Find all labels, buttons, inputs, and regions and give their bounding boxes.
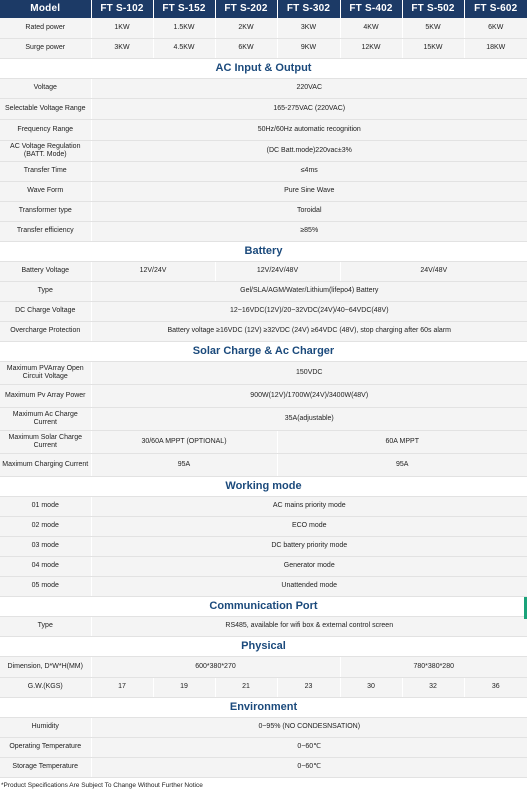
cell-value: Battery voltage ≥16VDC (12V) ≥32VDC (24V) ≥64VDC (48V), stop charging after 60s alarm	[91, 321, 527, 341]
cell-value: ≤4ms	[91, 161, 527, 181]
cell-value: 0~95% (NO CONDESNSATION)	[91, 717, 527, 737]
cell-value: 50Hz/60Hz automatic recognition	[91, 119, 527, 140]
section-title: Physical	[0, 636, 527, 656]
model-name: FT S-102	[91, 0, 153, 18]
section-title: Working mode	[0, 476, 527, 496]
row-label: 01 mode	[0, 496, 91, 516]
solar-charge-current-row	[0, 430, 527, 453]
row-label: Selectable Voltage Range	[0, 98, 91, 119]
row-label: Battery Voltage	[0, 261, 91, 281]
working-section-row	[0, 476, 527, 496]
ac-regulation-row	[0, 140, 527, 161]
footnote-row	[0, 777, 527, 795]
cell-value: 23	[277, 677, 340, 697]
row-label: 05 mode	[0, 576, 91, 596]
ac-range-row	[0, 98, 527, 119]
overcharge-row	[0, 321, 527, 341]
weight-row	[0, 677, 527, 697]
row-label: Frequency Range	[0, 119, 91, 140]
row-label: 02 mode	[0, 516, 91, 536]
ac-transformer-row	[0, 201, 527, 221]
row-label: Transfer efficiency	[0, 221, 91, 241]
section-title: Solar Charge & Ac Charger	[0, 341, 527, 361]
environment-section-row	[0, 697, 527, 717]
cell-value: RS485, available for wifi box & external control screen	[91, 616, 527, 636]
cell-value: 35A(adjustable)	[91, 407, 527, 430]
cell-value: 95A	[277, 453, 527, 476]
ac-voltage-row	[0, 78, 527, 98]
row-label: AC Voltage Regulation (BATT. Mode)	[0, 140, 91, 161]
row-label: Type	[0, 616, 91, 636]
cell-value: 15KW	[402, 38, 464, 58]
row-label: Overcharge Protection	[0, 321, 91, 341]
model-name: FT S-302	[277, 0, 340, 18]
row-label: Type	[0, 281, 91, 301]
cell-value: 2KW	[215, 18, 277, 38]
cell-value: 24V/48V	[340, 261, 527, 281]
ac-charge-current-row	[0, 407, 527, 430]
ac-transfer-time-row	[0, 161, 527, 181]
cell-value: (DC Batt.mode)220vac±3%	[91, 140, 527, 161]
model-header-row	[0, 0, 527, 18]
battery-type-row	[0, 281, 527, 301]
cell-value: Pure Sine Wave	[91, 181, 527, 201]
ac-section-row	[0, 58, 527, 78]
cell-value: 4.5KW	[153, 38, 215, 58]
row-label: Wave Form	[0, 181, 91, 201]
row-label: Operating Temperature	[0, 737, 91, 757]
cell-value: AC mains priority mode	[91, 496, 527, 516]
cell-value: 6KW	[464, 18, 527, 38]
cell-value: 95A	[91, 453, 277, 476]
row-label: Maximum Charging Current	[0, 453, 91, 476]
cell-value: 30/60A MPPT (OPTIONAL)	[91, 430, 277, 453]
cell-value: 600*380*270	[91, 656, 340, 677]
row-label: Maximum Solar Charge Current	[0, 430, 91, 453]
model-name: FT S-602	[464, 0, 527, 18]
model-name: FT S-152	[153, 0, 215, 18]
cell-value: 30	[340, 677, 402, 697]
cell-value: 150VDC	[91, 361, 527, 384]
cell-value: 9KW	[277, 38, 340, 58]
cell-value: 32	[402, 677, 464, 697]
cell-value: 36	[464, 677, 527, 697]
cell-value: Generator mode	[91, 556, 527, 576]
model-header-label: Model	[0, 0, 91, 18]
rated-power-row	[0, 18, 527, 38]
charging-current-row	[0, 453, 527, 476]
cell-value: 220VAC	[91, 78, 527, 98]
row-label: Rated power	[0, 18, 91, 38]
pv-open-voltage-row	[0, 361, 527, 384]
cell-value: 12V/24V/48V	[215, 261, 340, 281]
row-label: DC Charge Voltage	[0, 301, 91, 321]
footnote: *Product Specifications Are Subject To Change Without Further Notice	[1, 782, 203, 790]
cell-value: 3KW	[91, 38, 153, 58]
row-label: 03 mode	[0, 536, 91, 556]
cell-value: DC battery priority mode	[91, 536, 527, 556]
cell-value: Unattended mode	[91, 576, 527, 596]
dimension-row	[0, 656, 527, 677]
ac-frequency-row	[0, 119, 527, 140]
row-label: Surge power	[0, 38, 91, 58]
cell-value: 3KW	[277, 18, 340, 38]
cell-value: 21	[215, 677, 277, 697]
cell-value: 0~60℃	[91, 737, 527, 757]
model-name: FT S-502	[402, 0, 464, 18]
row-label: 04 mode	[0, 556, 91, 576]
model-name: FT S-402	[340, 0, 402, 18]
cell-value: Gel/SLA/AGM/Water/Lithium(lifepo4) Battery	[91, 281, 527, 301]
cell-value: Toroidal	[91, 201, 527, 221]
mode-row	[0, 556, 527, 576]
row-label: G.W.(KGS)	[0, 677, 91, 697]
communication-section-row	[0, 596, 527, 616]
cell-value: 900W(12V)/1700W(24V)/3400W(48V)	[91, 384, 527, 407]
physical-section-row	[0, 636, 527, 656]
row-label: Maximum PVArray Open Circuit Voltage	[0, 361, 91, 384]
cell-value: 1.5KW	[153, 18, 215, 38]
dc-charge-voltage-row	[0, 301, 527, 321]
cell-value: 18KW	[464, 38, 527, 58]
row-label: Storage Temperature	[0, 757, 91, 777]
humidity-row	[0, 717, 527, 737]
cell-value: 12KW	[340, 38, 402, 58]
mode-row	[0, 576, 527, 596]
mode-row	[0, 516, 527, 536]
cell-value: ECO mode	[91, 516, 527, 536]
ac-efficiency-row	[0, 221, 527, 241]
cell-value: 12~16VDC(12V)/20~32VDC(24V)/40~64VDC(48V)	[91, 301, 527, 321]
section-title: Battery	[0, 241, 527, 261]
row-label: Maximum Pv Array Power	[0, 384, 91, 407]
cell-value: 1KW	[91, 18, 153, 38]
cell-value: 4KW	[340, 18, 402, 38]
section-title: Environment	[0, 697, 527, 717]
row-label: Dimension, D*W*H(MM)	[0, 656, 91, 677]
pv-power-row	[0, 384, 527, 407]
cell-value: 17	[91, 677, 153, 697]
cell-value: 60A MPPT	[277, 430, 527, 453]
battery-voltage-row	[0, 261, 527, 281]
model-name: FT S-202	[215, 0, 277, 18]
row-label: Transfer Time	[0, 161, 91, 181]
battery-section-row	[0, 241, 527, 261]
ac-waveform-row	[0, 181, 527, 201]
row-label: Voltage	[0, 78, 91, 98]
communication-type-row	[0, 616, 527, 636]
cell-value: 6KW	[215, 38, 277, 58]
cell-value: 165-275VAC (220VAC)	[91, 98, 527, 119]
cell-value: ≥85%	[91, 221, 527, 241]
operating-temp-row	[0, 737, 527, 757]
surge-power-row	[0, 38, 527, 58]
row-label: Humidity	[0, 717, 91, 737]
mode-row	[0, 496, 527, 516]
cell-value: 0~60℃	[91, 757, 527, 777]
cell-value: 12V/24V	[91, 261, 215, 281]
section-title: AC Input & Output	[0, 58, 527, 78]
cell-value: 780*380*280	[340, 656, 527, 677]
cell-value: 5KW	[402, 18, 464, 38]
solar-section-row	[0, 341, 527, 361]
storage-temp-row	[0, 757, 527, 777]
section-title: Communication Port	[0, 596, 527, 616]
row-label: Maximum Ac Charge Current	[0, 407, 91, 430]
mode-row	[0, 536, 527, 556]
cell-value: 19	[153, 677, 215, 697]
row-label: Transformer type	[0, 201, 91, 221]
